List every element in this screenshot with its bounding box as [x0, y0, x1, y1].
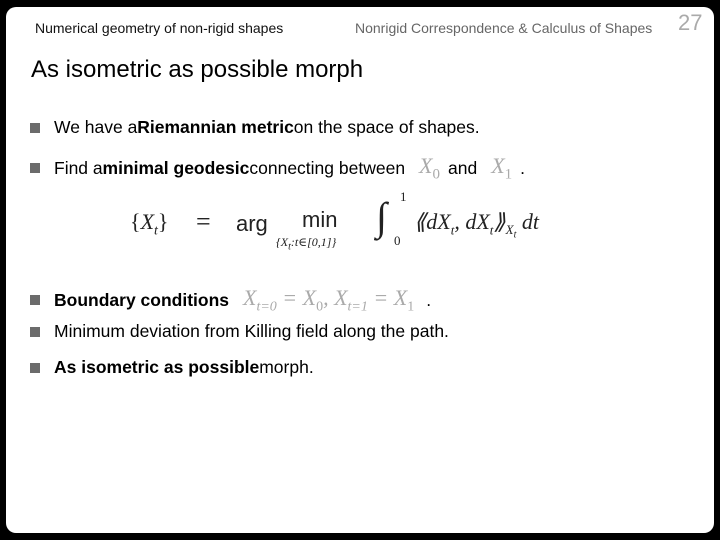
- math-x0: $X_0$: [419, 153, 440, 183]
- slide: [6, 7, 714, 533]
- bullet-bold: minimal geodesic: [102, 157, 250, 178]
- geodesic-equation: $\{X_t\}$ = arg min $\{X_t:t\in[0,1]\}$ ∫ 1 0 $⟪dX_t$, $dX_t⟫_{X_t}$ dt: [130, 189, 539, 253]
- section-title: Nonrigid Correspondence & Calculus of Shapes: [355, 20, 653, 36]
- page-number: 27: [678, 10, 703, 35]
- bullet-riemannian-metric: [30, 117, 480, 138]
- bullet-text: morph.: [259, 357, 314, 377]
- bullet-text: .: [520, 157, 526, 178]
- bullet-square-icon: [30, 327, 40, 337]
- bullet-square-icon: [30, 123, 40, 133]
- math-boundary-conditions: $X_{t=0} = X_0$, $X_{t=1} = X_1$: [243, 285, 415, 315]
- math-x1: $X_1$: [491, 153, 513, 183]
- bullet-bold: Boundary conditions: [54, 289, 229, 310]
- bullet-text: .: [426, 289, 432, 310]
- bullet-text: connecting between: [249, 157, 406, 178]
- bullet-bold: Riemannian metric: [137, 117, 294, 137]
- bullet-isometric-morph: [30, 357, 314, 378]
- bullet-minimal-geodesic: [30, 153, 525, 183]
- bullet-text: Find a: [54, 157, 103, 178]
- bullet-square-icon: [30, 163, 40, 173]
- bullet-text: Minimum deviation from Killing field along the path.: [54, 321, 449, 341]
- bullet-square-icon: [30, 295, 40, 305]
- course-title: Numerical geometry of non-rigid shapes: [35, 20, 284, 36]
- slide-title: As isometric as possible morph: [31, 56, 364, 83]
- bullet-text: We have a: [54, 117, 138, 137]
- bullet-text: on the space of shapes.: [293, 117, 480, 137]
- bullet-bold: As isometric as possible: [54, 357, 260, 377]
- bullet-square-icon: [30, 363, 40, 373]
- bullet-killing-field: [30, 321, 449, 342]
- bullet-boundary-conditions: [30, 285, 431, 315]
- bullet-text: and: [448, 157, 478, 178]
